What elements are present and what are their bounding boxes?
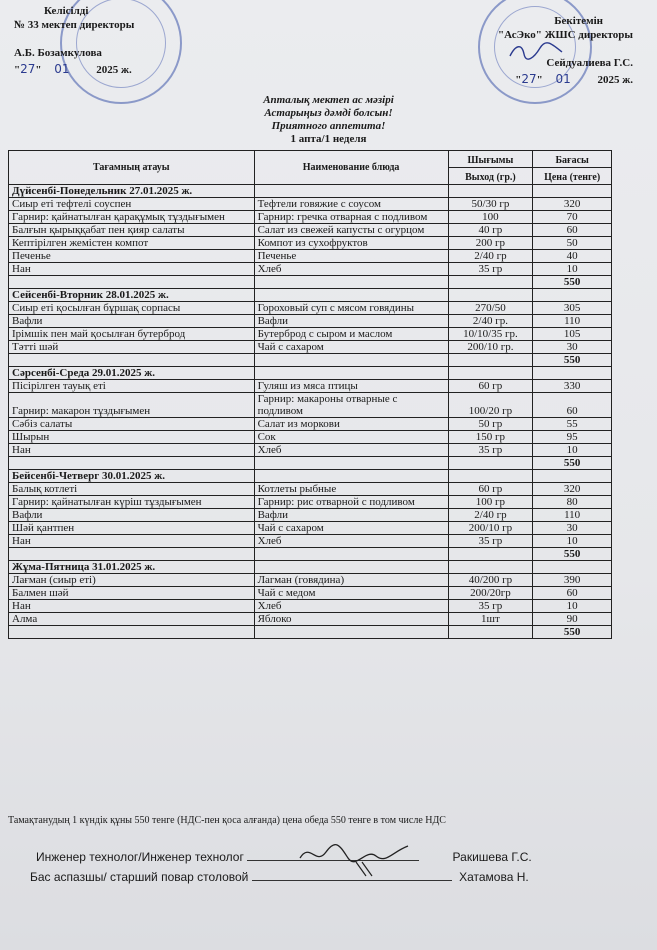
dish-name-ru: Компот из сухофруктов: [254, 237, 448, 250]
dish-name-kz: Гарнир: макарон тұздығымен: [9, 393, 255, 418]
empty-cell: [448, 561, 533, 574]
day-total: 550: [533, 276, 612, 289]
dish-name-kz: Сәбіз салаты: [9, 418, 255, 431]
empty-cell: [448, 470, 533, 483]
dish-price: 110: [533, 315, 612, 328]
header-ru-name: Наименование блюда: [254, 151, 448, 185]
approval-block-right: Бекітемін "АсЭко" ЖШС директоры Сейдуалиева Г.С. "27" 01 2025 ж.: [433, 14, 633, 87]
table-row: [9, 509, 612, 522]
empty-cell: [448, 276, 533, 289]
dish-output: 200/10 гр.: [448, 341, 533, 354]
approval-block-left: Келісілді № 33 мектеп директоры А.Б. Бозамкулова "27" 01 2025 ж.: [14, 4, 204, 77]
dish-name-kz: Балмен шәй: [9, 587, 255, 600]
dish-name-ru: Лагман (говядина): [254, 574, 448, 587]
empty-cell: [9, 626, 255, 639]
header-price-kz: Бағасы: [533, 151, 612, 168]
day-total-row: [9, 457, 612, 470]
approval-date-year: 2025 ж.: [597, 74, 633, 86]
dish-name-kz: Нан: [9, 444, 255, 457]
dish-name-ru: Хлеб: [254, 263, 448, 276]
table-row: [9, 483, 612, 496]
signature-line-technologist: [36, 848, 532, 864]
dish-name-ru: Яблоко: [254, 613, 448, 626]
dish-name-kz: Сиыр еті тефтелі соуспен: [9, 198, 255, 211]
approval-date-month: 01: [555, 72, 571, 86]
empty-cell: [448, 289, 533, 302]
empty-cell: [254, 367, 448, 380]
empty-cell: [448, 457, 533, 470]
table-row: [9, 600, 612, 613]
day-total-row: [9, 548, 612, 561]
day-header-row: [9, 289, 612, 302]
dish-price: 60: [533, 587, 612, 600]
dish-price: 55: [533, 418, 612, 431]
dish-output: 40/200 гр: [448, 574, 533, 587]
menu-table-body: [9, 185, 612, 639]
dish-name-ru: Гуляш из мяса птицы: [254, 380, 448, 393]
table-row: [9, 613, 612, 626]
dish-output: 1шт: [448, 613, 533, 626]
dish-name-ru: Вафли: [254, 315, 448, 328]
table-row: [9, 574, 612, 587]
empty-cell: [254, 276, 448, 289]
dish-price: 110: [533, 509, 612, 522]
dish-name-kz: Нан: [9, 535, 255, 548]
table-row: [9, 444, 612, 457]
heading-line-2: Астарыңыз дәмді болсын!: [264, 107, 393, 119]
empty-cell: [448, 185, 533, 198]
dish-name-kz: Алма: [9, 613, 255, 626]
dish-output: 200/20гр: [448, 587, 533, 600]
dish-name-kz: Сиыр еті қосылған бұршақ сорпасы: [9, 302, 255, 315]
approval-date-day: 27: [20, 62, 36, 76]
menu-table: [8, 150, 612, 639]
heading-line-4: 1 апта/1 неделя: [290, 133, 367, 145]
dish-output: 35 гр: [448, 600, 533, 613]
dish-price: 95: [533, 431, 612, 444]
empty-cell: [254, 457, 448, 470]
empty-cell: [254, 548, 448, 561]
day-header-row: [9, 561, 612, 574]
dish-output: 200 гр: [448, 237, 533, 250]
table-row: [9, 431, 612, 444]
dish-name-ru: Вафли: [254, 509, 448, 522]
dish-output: 2/40 гр: [448, 509, 533, 522]
dish-price: 50: [533, 237, 612, 250]
empty-cell: [254, 185, 448, 198]
dish-name-kz: Гарнир: қайнатылған қарақұмық тұздығымен: [9, 211, 255, 224]
dish-price: 10: [533, 444, 612, 457]
empty-cell: [254, 561, 448, 574]
dish-price: 320: [533, 483, 612, 496]
dish-price: 390: [533, 574, 612, 587]
heading-line-3: Приятного аппетита!: [271, 120, 386, 132]
dish-name-ru: Гарнир: рис отварной с подливом: [254, 496, 448, 509]
day-total-row: [9, 354, 612, 367]
empty-cell: [254, 354, 448, 367]
dish-name-ru: Хлеб: [254, 600, 448, 613]
table-row: [9, 302, 612, 315]
price-note: Тамақтанудың 1 күндік құны 550 тенге (НДС-пен қоса алғанда) цена обеда 550 тенге в том числе НДС: [8, 815, 446, 826]
day-header-row: [9, 185, 612, 198]
dish-name-kz: Балғын қырыққабат пен қияр салаты: [9, 224, 255, 237]
dish-name-kz: Нан: [9, 263, 255, 276]
dish-output: 50/30 гр: [448, 198, 533, 211]
dish-name-ru: Гарнир: гречка отварная с подливом: [254, 211, 448, 224]
dish-name-kz: Печенье: [9, 250, 255, 263]
table-row: [9, 237, 612, 250]
empty-cell: [254, 470, 448, 483]
dish-name-ru: Тефтели говяжие с соусом: [254, 198, 448, 211]
table-row: [9, 250, 612, 263]
dish-name-ru: Чай с медом: [254, 587, 448, 600]
dish-name-ru: Печенье: [254, 250, 448, 263]
dish-price: 10: [533, 535, 612, 548]
dish-output: 35 гр: [448, 263, 533, 276]
day-title: Бейсенбі-Четверг 30.01.2025 ж.: [9, 470, 255, 483]
dish-price: 90: [533, 613, 612, 626]
empty-cell: [9, 548, 255, 561]
dish-name-ru: Гороховый суп с мясом говядины: [254, 302, 448, 315]
dish-output: 50 гр: [448, 418, 533, 431]
day-total: 550: [533, 457, 612, 470]
dish-name-kz: Тәтті шәй: [9, 341, 255, 354]
signer-role: Бас аспазшы/ старший повар столовой: [30, 870, 249, 884]
table-row: [9, 380, 612, 393]
dish-price: 40: [533, 250, 612, 263]
table-row: [9, 341, 612, 354]
dish-output: 2/40 гр: [448, 250, 533, 263]
day-total: 550: [533, 354, 612, 367]
approval-title: Келісілді: [44, 5, 89, 17]
table-row: [9, 315, 612, 328]
dish-name-ru: Салат из свежей капусты с огурцом: [254, 224, 448, 237]
signature-line-chef: [30, 868, 529, 884]
approval-org: № 33 мектеп директоры: [14, 19, 135, 31]
empty-cell: [9, 276, 255, 289]
dish-output: 60 гр: [448, 380, 533, 393]
dish-name-ru: Сок: [254, 431, 448, 444]
director-signature: [506, 40, 566, 62]
table-row: [9, 522, 612, 535]
empty-cell: [533, 367, 612, 380]
empty-cell: [533, 470, 612, 483]
header-price-ru: Цена (тенге): [533, 168, 612, 185]
table-row: [9, 263, 612, 276]
dish-output: 35 гр: [448, 444, 533, 457]
dish-name-ru: Чай с сахаром: [254, 341, 448, 354]
empty-cell: [533, 185, 612, 198]
table-row: [9, 496, 612, 509]
header-kz-name: Тағамның атауы: [9, 151, 255, 185]
dish-name-kz: Нан: [9, 600, 255, 613]
day-title: Сейсенбі-Вторник 28.01.2025 ж.: [9, 289, 255, 302]
table-row: [9, 328, 612, 341]
approval-name: А.Б. Бозамкулова: [14, 47, 102, 59]
dish-name-kz: Кептірілген жемістен компот: [9, 237, 255, 250]
empty-cell: [448, 367, 533, 380]
dish-name-ru: Гарнир: макароны отварные с подливом: [254, 393, 448, 418]
approval-date-month: 01: [54, 62, 70, 76]
header-output-ru: Выход (гр.): [448, 168, 533, 185]
empty-cell: [533, 561, 612, 574]
signer-role: Инженер технолог/Инженер технолог: [36, 850, 244, 864]
approval-title: Бекітемін: [554, 15, 603, 27]
day-title: Жұма-Пятница 31.01.2025 ж.: [9, 561, 255, 574]
dish-price: 70: [533, 211, 612, 224]
dish-output: 10/10/35 гр.: [448, 328, 533, 341]
empty-cell: [9, 457, 255, 470]
day-total-row: [9, 626, 612, 639]
day-total: 550: [533, 626, 612, 639]
approval-date-year: 2025 ж.: [96, 64, 132, 76]
approval-org: "АсЭко" ЖШС директоры: [497, 29, 633, 41]
dish-output: 35 гр: [448, 535, 533, 548]
table-row: [9, 211, 612, 224]
dish-name-kz: Вафли: [9, 509, 255, 522]
day-header-row: [9, 470, 612, 483]
dish-name-ru: Салат из моркови: [254, 418, 448, 431]
dish-name-kz: Ірімшік пен май қосылған бутерброд: [9, 328, 255, 341]
approval-name: Сейдуалиева Г.С.: [546, 57, 633, 69]
day-title: Сәрсенбі-Среда 29.01.2025 ж.: [9, 367, 255, 380]
heading-line-1: Апталық мектеп ас мәзірі: [263, 94, 394, 106]
dish-output: 100: [448, 211, 533, 224]
day-header-row: [9, 367, 612, 380]
dish-price: 80: [533, 496, 612, 509]
empty-cell: [448, 626, 533, 639]
empty-cell: [9, 354, 255, 367]
signer-name: Ракишева Г.С.: [452, 850, 532, 864]
dish-name-ru: Хлеб: [254, 535, 448, 548]
menu-heading: [0, 94, 657, 146]
table-row: [9, 224, 612, 237]
dish-output: 2/40 гр.: [448, 315, 533, 328]
dish-price: 60: [533, 224, 612, 237]
dish-name-kz: Лағман (сиыр еті): [9, 574, 255, 587]
day-total: 550: [533, 548, 612, 561]
header-output-kz: Шығымы: [448, 151, 533, 168]
dish-output: 100 гр: [448, 496, 533, 509]
dish-price: 10: [533, 263, 612, 276]
empty-cell: [448, 354, 533, 367]
dish-name-kz: Балық котлеті: [9, 483, 255, 496]
dish-price: 30: [533, 522, 612, 535]
empty-cell: [533, 289, 612, 302]
empty-cell: [254, 626, 448, 639]
dish-price: 330: [533, 380, 612, 393]
dish-price: 305: [533, 302, 612, 315]
day-title: Дүйсенбі-Понедельник 27.01.2025 ж.: [9, 185, 255, 198]
dish-price: 10: [533, 600, 612, 613]
dish-name-kz: Вафли: [9, 315, 255, 328]
approval-date-day: 27: [521, 72, 537, 86]
table-row: [9, 587, 612, 600]
dish-price: 105: [533, 328, 612, 341]
day-total-row: [9, 276, 612, 289]
dish-name-ru: Хлеб: [254, 444, 448, 457]
table-row: [9, 418, 612, 431]
dish-output: 60 гр: [448, 483, 533, 496]
dish-output: 150 гр: [448, 431, 533, 444]
empty-cell: [254, 289, 448, 302]
dish-name-kz: Гарнир: қайнатылған күріш тұздығымен: [9, 496, 255, 509]
table-row: [9, 198, 612, 211]
dish-name-kz: Пісірілген тауық еті: [9, 380, 255, 393]
handwritten-signature: [296, 836, 416, 880]
dish-name-kz: Шәй қантпен: [9, 522, 255, 535]
dish-price: 30: [533, 341, 612, 354]
signer-name: Хатамова Н.: [459, 870, 529, 884]
dish-name-ru: Котлеты рыбные: [254, 483, 448, 496]
dish-output: 200/10 гр: [448, 522, 533, 535]
dish-name-kz: Шырын: [9, 431, 255, 444]
dish-output: 270/50: [448, 302, 533, 315]
dish-name-ru: Бутерброд с сыром и маслом: [254, 328, 448, 341]
empty-cell: [448, 548, 533, 561]
dish-output: 100/20 гр: [448, 393, 533, 418]
dish-output: 40 гр: [448, 224, 533, 237]
dish-price: 60: [533, 393, 612, 418]
table-row: [9, 535, 612, 548]
table-row: [9, 393, 612, 418]
dish-price: 320: [533, 198, 612, 211]
dish-name-ru: Чай с сахаром: [254, 522, 448, 535]
